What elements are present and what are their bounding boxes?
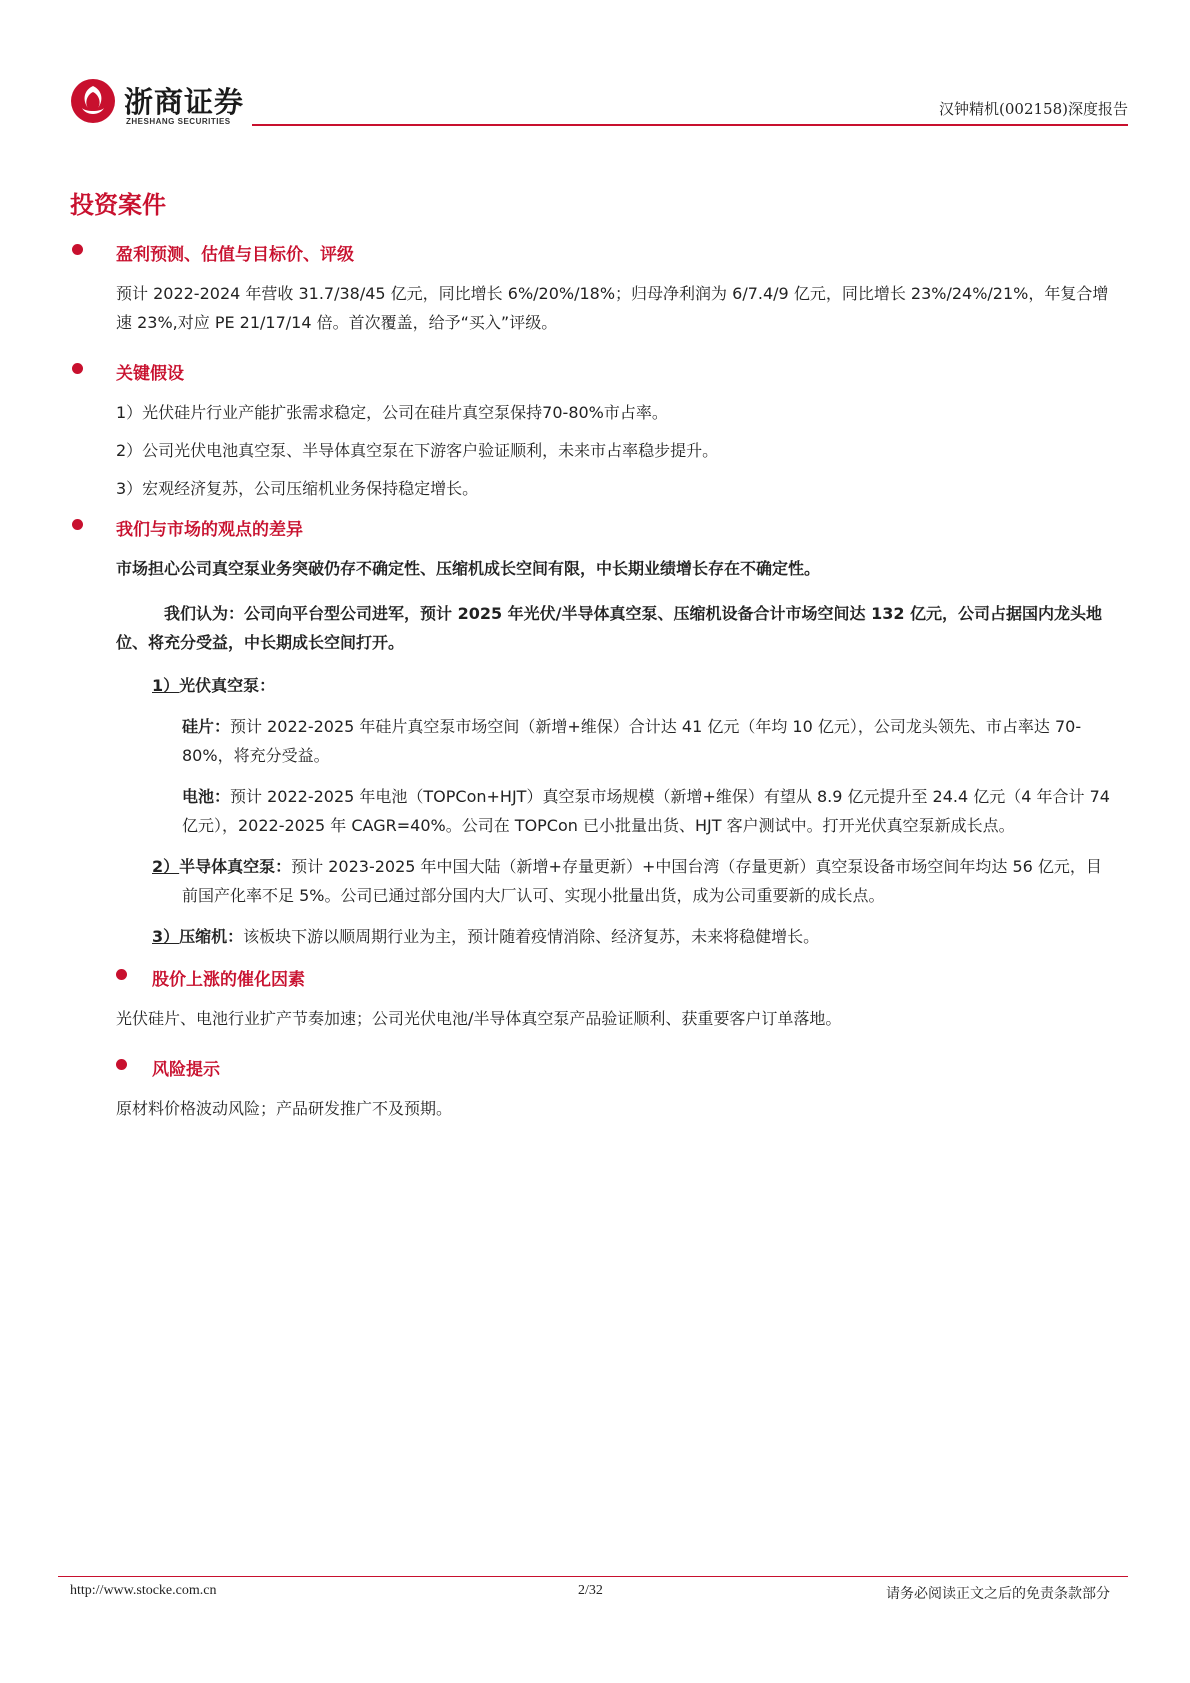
semi-paragraph: 2）半导体真空泵：预计 2023-2025 年中国大陆（新增+存量更新）+中国台湾（存量更新）真空泵设备市场空间年均达 56 亿元，目前国产化率不足 5%。公司已通过部分国内大厂认可、实现小批量出货，成为公司重要新的成长点。 <box>152 857 1102 905</box>
our-view: 我们认为：公司向平台型公司进军，预计 2025 年光伏/半导体真空泵、压缩机设备合计市场空间达 132 亿元，公司占据国内龙头地位、将充分受益，中长期成长空间打开。 <box>116 604 1103 652</box>
logo-text-cn: 浙商证券 <box>124 85 245 119</box>
page-header <box>70 78 1128 128</box>
page-title: 投资案件 <box>70 190 166 219</box>
risk-text: 原材料价格波动风险；产品研发推广不及预期。 <box>116 1099 453 1118</box>
page-number: 2/32 <box>578 1583 603 1598</box>
footer-disclaimer: 请务必阅读正文之后的免责条款部分 <box>886 1587 1110 1602</box>
pv-wafer: 硅片：预计 2022-2025 年硅片真空泵市场空间（新增+维保）合计达 41 亿元（年均 10 亿元），公司龙头领先、市占率达 70-80%，将充分受益。 <box>182 717 1082 765</box>
section-heading-catalyst: 股价上涨的催化因素 <box>70 965 1110 990</box>
footer-divider <box>58 1576 1128 1577</box>
assumption-item: 3）宏观经济复苏，公司压缩机业务保持稳定增长。 <box>116 479 479 498</box>
assumption-item: 1）光伏硅片行业产能扩张需求稳定，公司在硅片真空泵保持70-80%市占率。 <box>116 403 668 422</box>
bullet-icon <box>116 969 127 980</box>
market-view: 市场担心公司真空泵业务突破仍存不确定性、压缩机成长空间有限，中长期业绩增长存在不确定性。 <box>116 559 821 578</box>
page-content <box>70 185 1110 1123</box>
section-heading-assumptions: 关键假设 <box>70 359 1110 384</box>
header-divider <box>252 124 1128 126</box>
bullet-icon <box>72 519 83 530</box>
zheshang-logo-icon <box>70 78 116 124</box>
bullet-icon <box>116 1059 127 1070</box>
bullet-icon <box>72 363 83 374</box>
catalyst-text: 光伏硅片、电池行业扩产节奏加速；公司光伏电池/半导体真空泵产品验证顺利、获重要客户订单落地。 <box>116 1009 842 1028</box>
report-title: 汉钟精机(002158)深度报告 <box>939 100 1128 118</box>
footer-url[interactable]: http://www.stocke.com.cn <box>70 1583 217 1598</box>
section-heading-difference: 我们与市场的观点的差异 <box>70 515 1110 540</box>
logo-text-en: ZHESHANG SECURITIES <box>126 117 231 126</box>
pv-heading: 1）光伏真空泵： <box>152 676 276 695</box>
section-heading-risk: 风险提示 <box>70 1055 1110 1080</box>
assumption-item: 2）公司光伏电池真空泵、半导体真空泵在下游客户验证顺利，未来市占率稳步提升。 <box>116 441 719 460</box>
bullet-icon <box>72 244 83 255</box>
pv-cell: 电池：预计 2022-2025 年电池（TOPCon+HJT）真空泵市场规模（新增+维保）有望从 8.9 亿元提升至 24.4 亿元（4 年合计 74 亿元），2022-2025 年 CAGR=40%。公司在 TOPCon 已小批量出货、HJT 客户测试中。打开光伏真空泵新成长点。 <box>182 787 1110 835</box>
compressor-paragraph: 3）压缩机：该板块下游以顺周期行业为主，预计随着疫情消除、经济复苏，未来将稳健增长。 <box>152 927 820 946</box>
section-heading-forecast: 盈利预测、估值与目标价、评级 <box>70 240 1110 265</box>
forecast-text: 预计 2022-2024 年营收 31.7/38/45 亿元，同比增长 6%/20%/18%；归母净利润为 6/7.4/9 亿元，同比增长 23%/24%/21%，年复合增速 23%,对应 PE 21/17/14 倍。首次覆盖，给予“买入”评级。 <box>116 284 1109 332</box>
